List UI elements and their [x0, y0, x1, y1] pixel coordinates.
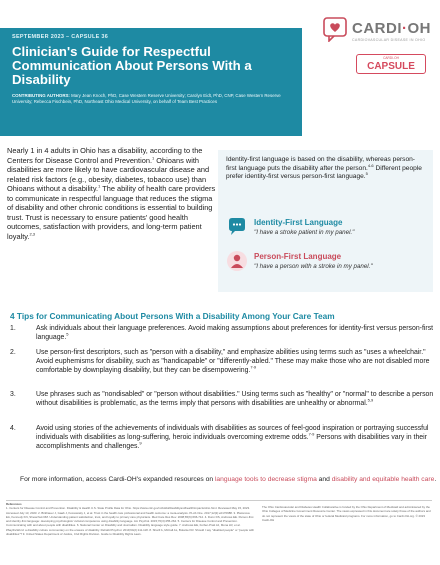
page-title: Clinician's Guide for Respectful Communication About Persons With a Disability — [12, 44, 252, 87]
funding-note: The Ohio Cardiovascular and Diabetes Health Collaborative is funded by the Ohio Department of Medicaid and administered by the Ohio Colleges of Medicine Government Resource Center. The views expressed in this document are solely those of the authors and do not represent the views of the state of Ohio or federal Medicaid programs. For more information, go to Cardi-OH.org. © 2023 Cardi-OH — [262, 505, 431, 522]
speech-bubble-icon — [226, 216, 248, 238]
identity-first-example: "I have a stroke patient in my panel." — [254, 229, 355, 236]
language-callout-box — [218, 150, 433, 292]
contributors-names: Mary Jean Knoch, PhD, Case Western Reserve University; Carolyn Eidt, PhD, CNP, Case Western Reserve University; Rebecca Fischbein, PhD, Northeast Ohio Medical University, on behalf of Team Best Practices — [12, 93, 281, 104]
cardi-oh-logo[interactable] — [322, 16, 434, 76]
capsule-badge-word: CAPSULE — [367, 61, 415, 72]
series-label: SEPTEMBER 2023 – CAPSULE 36 — [12, 34, 109, 40]
footer-divider — [6, 500, 432, 501]
references-heading: References — [6, 502, 22, 506]
tip-item: 4. Avoid using stories of the achievements of individuals with disabilities as sources of feel-good inspiration or portraying successful individuals with disabilities as long-suffering, heroic individuals overcoming extreme odds.$^{7-9}$ Persons with disabilities vary in their accomplishments and challenges.$^9$ — [10, 425, 429, 450]
identity-first-title: Identity-First Language — [254, 218, 343, 227]
tips-heading: 4 Tips for Communicating About Persons With a Disability Among Your Care Team — [10, 311, 335, 321]
intro-paragraph: Nearly 1 in 4 adults in Ohio has a disability, according to the Centers for Disease Control and Prevention.$^1$ Ohioans with disabilities are more likely to have cardiovascular disease and related risk factors (e.g., obesity, diabetes, tobacco use) than Ohioans without a disability.$^1$ The ability of health care providers to communicate in respectful language that reduces the stigma of disability and other chronic conditions is essential to building trust. Trust is necessary to ensure patients' good health outcomes, satisfaction with providers, and long-term patient loyalty.$^{2,3}$ — [7, 146, 216, 241]
references-list: 1. Centers for Disease Control and Prevention. Disability & Health U.S. State Profile Data for Ohio. https://www.cdc.gov/ncbddd/disabilityandhealth/impacts/ohio.html. Reviewed May 15, 2023. Accessed July 13, 2023. 2. Birkhauer J, Gaab J, Kossowsky J, et al. Trust in the health care professional and health outcome: a meta-analysis. PLoS One. 2017;12(2):e0170988. 3. Platonova EA, Kennedy KN, Shewchuk RM. Understanding patient satisfaction, trust, and loyalty to primary care physicians. Med Care Res Rev. 2008;65(6):696-712. 4. Dunn DS, Andrews EE. Person-first and identity-first language: developing psychologists' cultural competence using disability language. Am Psychol. 2015;70(3):255-264. 5. Centers for Disease Control and Prevention. Communicating with and about people with disabilities. 6. National Center on Disability and Journalism. Disability language style guide. 7. Andrews EE, Forber-Pratt AJ, Mona LR, et al. #SaytheWord: a disability culture commentary on the erasure of disability. Rehabil Psychol. 2019;64(2):111-118. 8. Sharif A, McCall AL, Bolante KR. Should I say "disabled people" or "people with disabilities"? 9. United States Department of Justice, Civil Rights Division. Guide to Disability Rights Laws. — [6, 506, 254, 537]
tip-item: 3. Use phrases such as "nondisabled" or "person without disabilities." Using terms such as "healthy" or "normal" to describe a person without disabilities is problematic, as the terms imply that persons with disabilities are unhealthy or abnormal.$^{5,9}$ — [10, 391, 434, 407]
more-info: For more information, access Cardi-OH's expanded resources on language tools to decrease stigma and disability and equitable health care. — [20, 476, 437, 483]
contributors — [12, 93, 292, 105]
header-banner — [0, 28, 302, 136]
capsule-badge — [356, 54, 426, 74]
references — [6, 502, 254, 562]
capsule-badge-brand: CARDI-OH — [383, 56, 399, 60]
person-first-title: Person-First Language — [254, 252, 342, 261]
tip-item: 1. Ask individuals about their language preferences. Avoid making assumptions about preferences for identity-first versus person-first language.$^5$ — [10, 325, 434, 341]
identity-first-row — [226, 216, 426, 242]
person-icon — [226, 250, 248, 272]
logo-wordmark: CARDI·OH — [352, 20, 431, 37]
person-first-row — [226, 250, 426, 276]
contributors-label: CONTRIBUTING AUTHORS: — [12, 93, 70, 98]
heart-chat-icon — [322, 16, 348, 42]
language-definition: Identity-first language is based on the disability, whereas person-first language puts the disability after the person.$^{4-6}$ Different people prefer identity-first versus person-first language.$^5$ — [226, 156, 422, 181]
tip-item: 2. Use person-first descriptors, such as "person with a disability," and emphasize abilities using terms such as "uses a wheelchair." Avoid euphemisms for disability, such as "handicapable" or "differently-abled." These may make those who are not disabled more comfortable by downplaying disability, but they can be disempowering.$^{7-9}$ — [10, 349, 430, 374]
person-first-example: "I have a person with a stroke in my panel." — [254, 263, 373, 270]
language-tools-link[interactable]: language tools to decrease stigma — [214, 476, 317, 483]
disability-care-link[interactable]: disability and equitable health care — [331, 476, 435, 483]
logo-tagline: CARDIOVASCULAR DISEASE IN OHIO — [352, 38, 426, 42]
